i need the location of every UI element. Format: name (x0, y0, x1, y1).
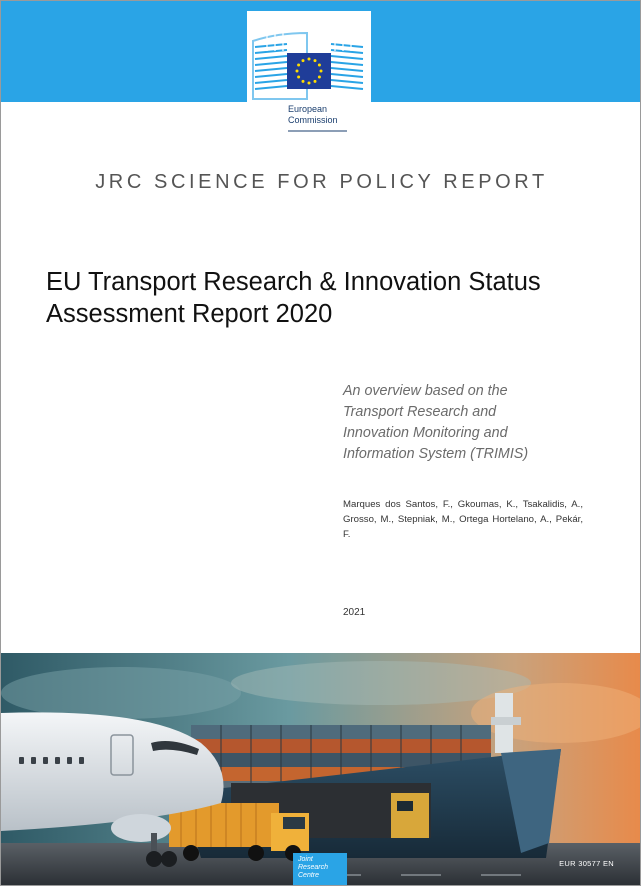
european-commission-logo (247, 11, 371, 136)
jrc-badge-line-3: Centre (298, 872, 320, 879)
jrc-badge (293, 853, 347, 886)
publication-year: 2021 (343, 607, 366, 618)
author-list: Marques dos Santos, F., Gkoumas, K., Tsakalidis, A., Grosso, M., Stepniak, M., Ortega Hortelano, A., Pekár, F. (343, 499, 583, 540)
report-title-line-2: Assessment Report 2020 (46, 300, 333, 328)
jrc-badge-line-2: Research (298, 864, 328, 871)
series-title: JRC SCIENCE FOR POLICY REPORT (95, 171, 548, 193)
organization-line-1: European (288, 104, 328, 114)
subtitle-line-2: Transport Research and (343, 404, 497, 420)
report-title-line-1: EU Transport Research & Innovation Status (46, 268, 541, 296)
subtitle-line-1: An overview based on the (343, 383, 508, 399)
subtitle-line-4: Information System (TRIMIS) (343, 446, 529, 462)
jrc-badge-line-1: Joint (298, 856, 313, 863)
organization-name (288, 104, 338, 126)
report-title (46, 266, 626, 330)
report-subtitle (343, 381, 603, 465)
organization-line-2: Commission (288, 115, 338, 125)
subtitle-line-3: Innovation Monitoring and (343, 425, 508, 441)
report-number: EUR 30577 EN (559, 859, 614, 868)
cover-photo-transport (1, 653, 641, 886)
